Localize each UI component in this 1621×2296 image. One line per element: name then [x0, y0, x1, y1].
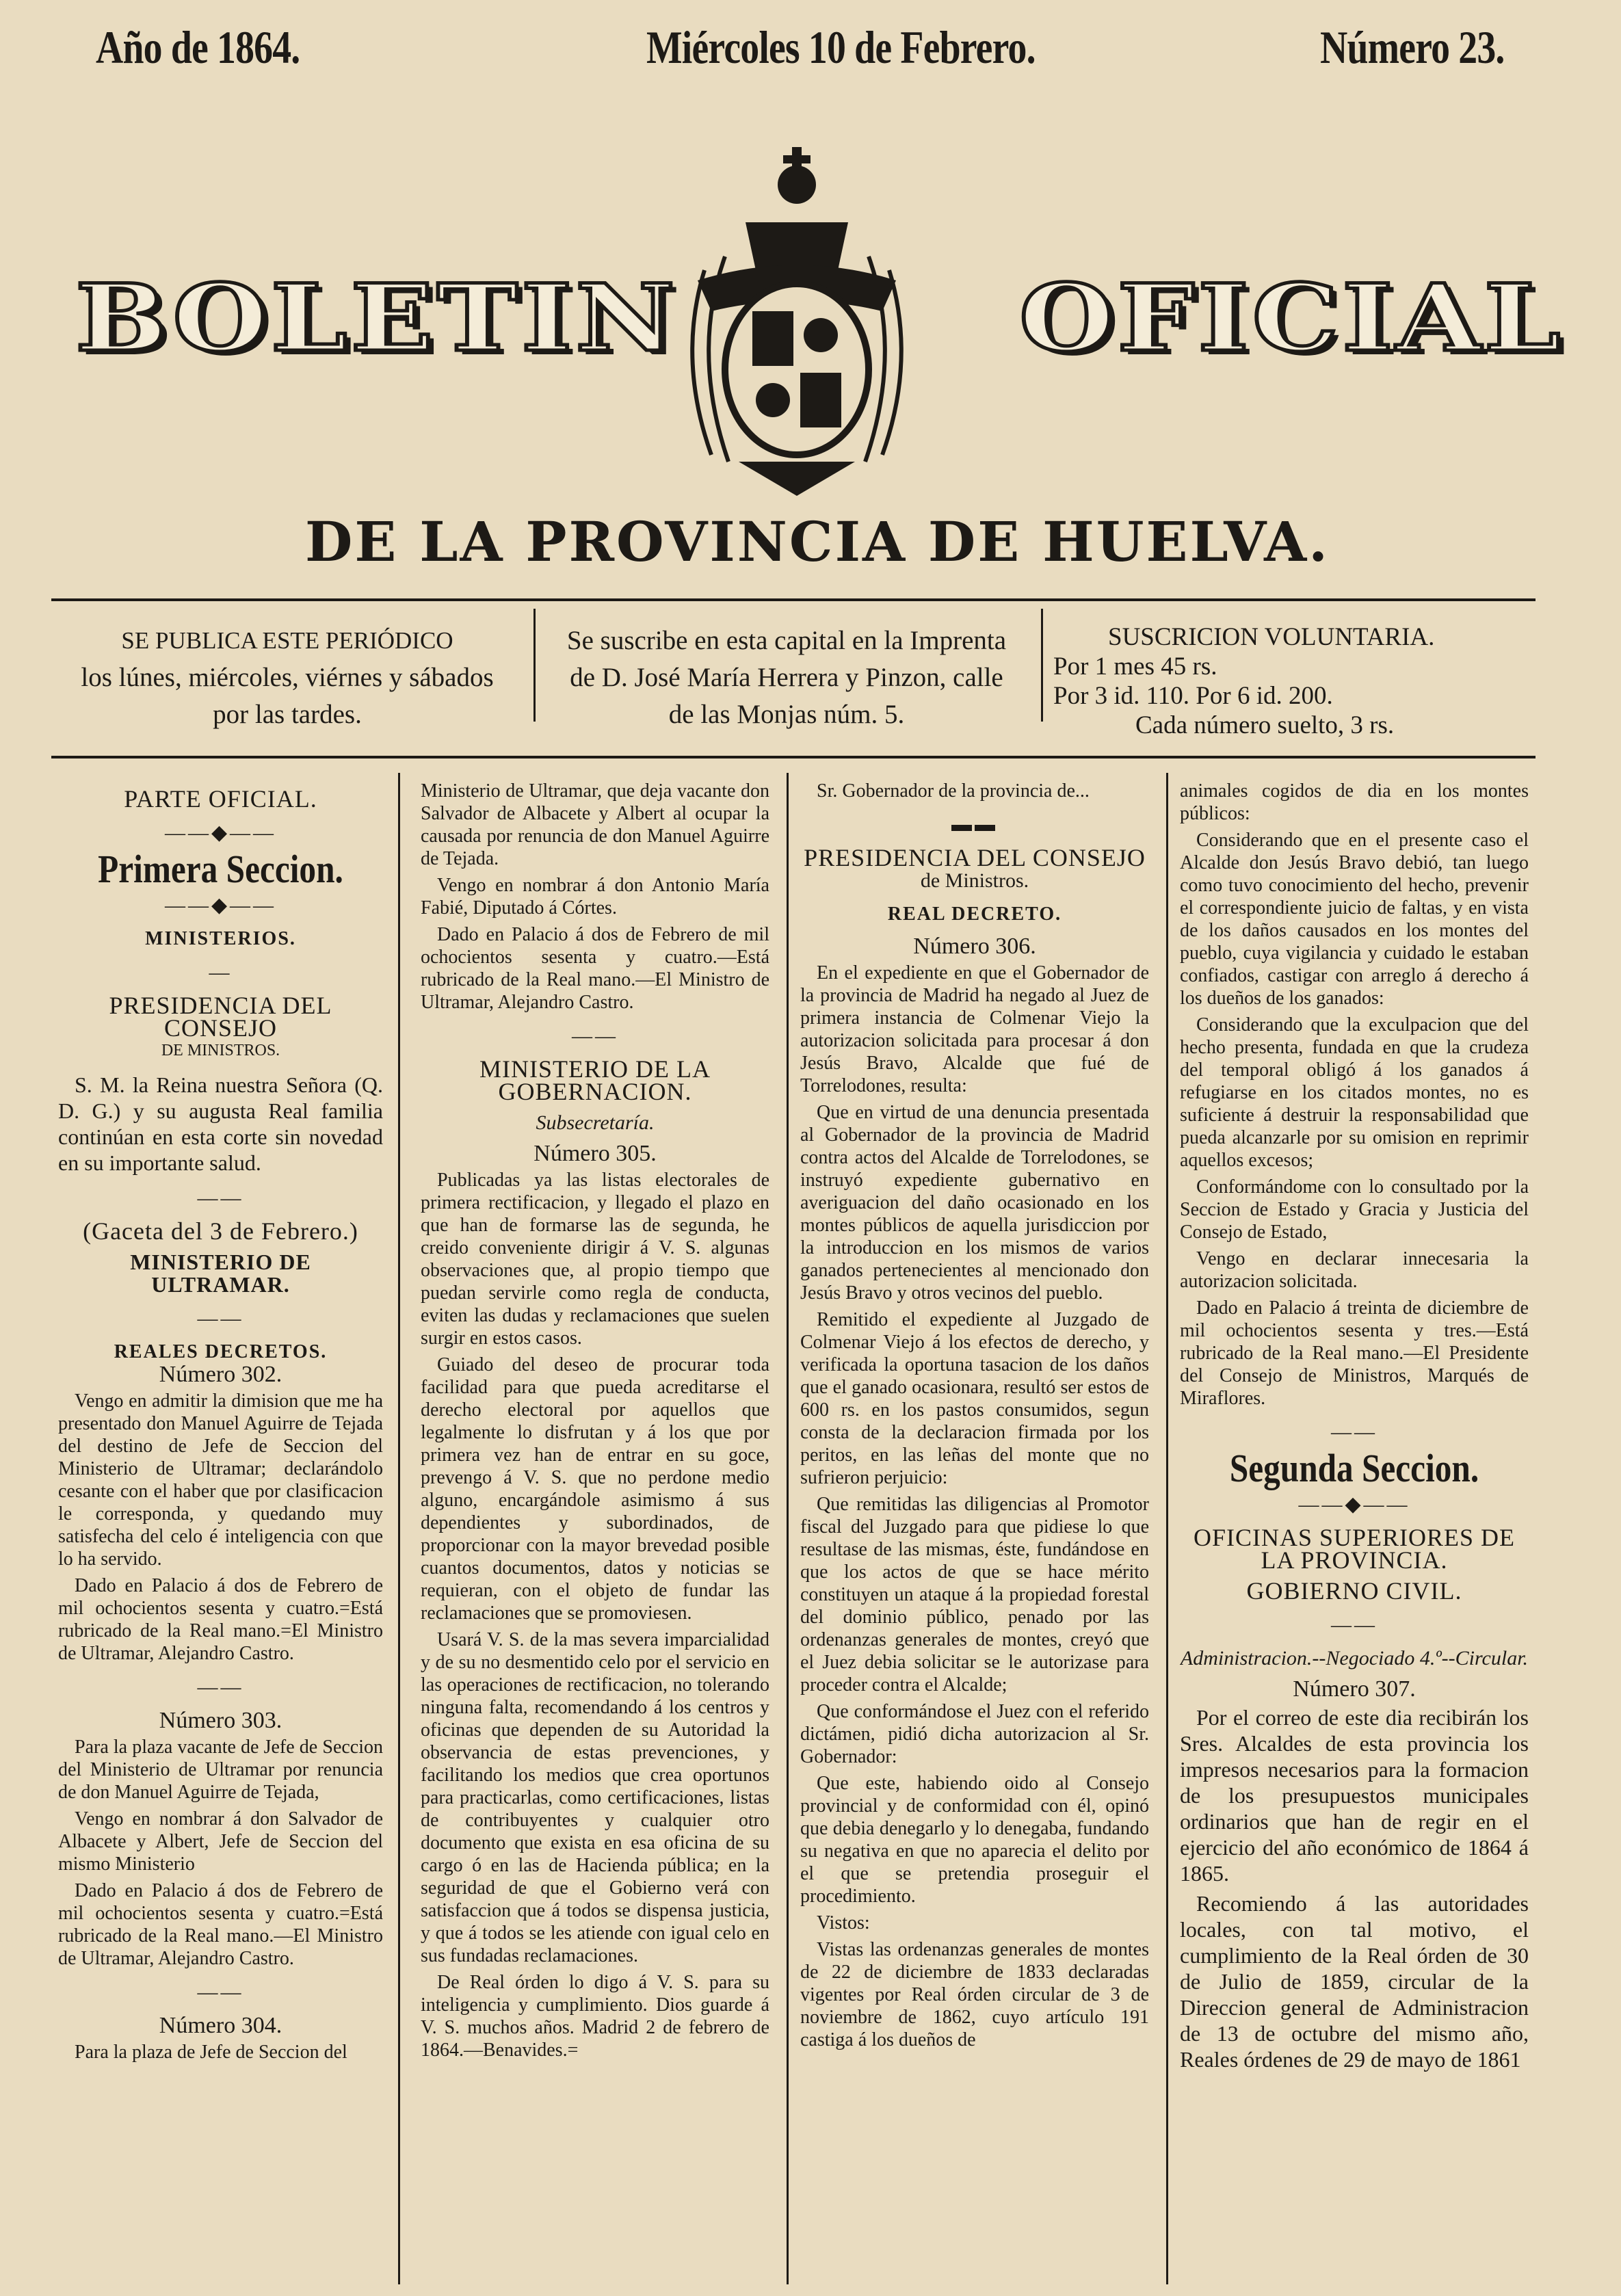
paragraph: Para la plaza de Jefe de Seccion del: [75, 2042, 347, 2063]
heading: PRESIDENCIA DEL CONSEJO: [109, 992, 332, 1042]
info-right-line: Cada número suelto, 3 rs.: [1135, 711, 1395, 739]
heading: PRESIDENCIA DEL CONSEJO: [804, 844, 1146, 871]
subscription-prices: [1053, 622, 1525, 740]
sub-heading: Administracion.--Negociado 4.º--Circular.: [1180, 1647, 1529, 1670]
ornament: ——: [197, 1187, 244, 1209]
paragraph: Vengo en admitir la dimision que me ha presentado don Manuel Aguirre de Tejada del destino de Jefe de Seccion del Ministerio de Ultramar; declarándolo cesante con el haber que por clasificacion le corresponda, y quedando muy satisfecha del celo é inteligencia con que lo ha servido.: [58, 1390, 383, 1570]
paragraph: De Real órden lo digo á V. S. para su inteligencia y cumplimiento. Dios guarde á V. S. muchos años. Madrid 2 de febrero de 1864.—Benavides.=: [421, 1972, 769, 2061]
heading-sub: DE MINISTROS.: [161, 1042, 280, 1059]
paragraph: Ministerio de Ultramar, que deja vacante don Salvador de Albacete y Albert al ocupar la causada por renuncia de don Manuel Aguirre de Tejada.: [421, 780, 769, 869]
column-4: [1180, 780, 1529, 2284]
column-3: [800, 780, 1149, 2284]
subscription-place: [540, 622, 1033, 733]
paragraph: Considerando que la exculpacion que del hecho presenta, fundada en que la crudeza del temporal obligó á los ganados á refugiarse en los citados montes, no es suficiente á destruir la responsabilidad que pueda alcanzarle por su omision en reprimir aquellos excesos;: [1180, 1014, 1529, 1171]
section-title: Segunda Seccion.: [1229, 1446, 1479, 1490]
ornament: ——: [197, 1676, 244, 1698]
heading: REAL DECRETO.: [887, 903, 1062, 925]
paragraph: Para la plaza vacante de Jefe de Seccion del Ministerio de Ultramar por renuncia de don Manuel Aguirre de Tejada,: [58, 1737, 383, 1803]
ornament: ——◆——: [164, 821, 277, 844]
ornament: ——: [572, 1025, 618, 1047]
paragraph: Recomiendo á las autoridades locales, con tal motivo, el cumplimiento de la Real órden de 30 de Julio de 1859, circular de la Direccion general de Administracion de 13 de octubre del mismo año, Reales órdenes de 29 de mayo de 1861: [1180, 1891, 1529, 2072]
paragraph: Vengo en nombrar á don Antonio María Fabié, Diputado á Córtes.: [421, 875, 769, 919]
paragraph: animales cogidos de dia en los montes públicos:: [1180, 780, 1529, 824]
title-right: OFICIAL: [1019, 263, 1564, 372]
paragraph: Dado en Palacio á dos de Febrero de mil ochocientos sesenta y cuatro.=Está rubricado de la Real mano.=El Ministro de Ultramar, Alejandro Castro.: [58, 1575, 383, 1664]
date-label: Miércoles 10 de Febrero.: [646, 21, 1036, 73]
paragraph: Vengo en declarar innecesaria la autorizacion solicitada.: [1180, 1248, 1529, 1292]
paragraph: Dado en Palacio á dos de Febrero de mil ochocientos sesenta y cuatro.=Está rubricado de la Real mano.—El Ministro de Ultramar, Alejandro Castro.: [58, 1880, 383, 1969]
heading: MINISTERIO DE LA GOBERNACION.: [479, 1055, 711, 1105]
issue-number: Número 23.: [1320, 21, 1505, 73]
column-divider: [787, 773, 789, 2284]
ornament: ——: [197, 1981, 244, 2003]
info-middle-line: de las Monjas núm. 5.: [668, 700, 905, 729]
decree-number: Número 306.: [913, 934, 1036, 959]
column-divider: [1166, 773, 1168, 2284]
ornament: ——◆——: [164, 894, 277, 916]
paragraph: Vengo en nombrar á don Salvador de Albacete y Albert, Jefe de Seccion del mismo Ministerio: [58, 1808, 383, 1875]
paragraph: Guiado del deseo de procurar toda facilidad para que pueda acreditarse el derecho electoral por aquellos que legalmente lo disfrutan y á los que por primera vez han de entrar en su goce, prevengo á V. S. que no perdone medio alguno, encargándole asimismo á sus dependientes y subordinados, de proporcionar con la mayor brevedad posible cuantos documentos, datos y noticias se requieran, con el objeto de fundar las reclamaciones que se promoviesen.: [421, 1354, 769, 1624]
ornament: ▬▬: [951, 813, 998, 836]
ornament: ——: [197, 1307, 244, 1330]
paragraph: Por el correo de este dia recibirán los Sres. Alcaldes de esta provincia los impresos necesarios para la formacion de los presupuestos municipales ordinarios que han de regir en el ejercicio del año económico de 1864 á 1865.: [1180, 1705, 1529, 1886]
ornament: ——◆——: [1298, 1493, 1410, 1516]
info-rule: [51, 756, 1536, 758]
paragraph: Vistos:: [817, 1912, 870, 1934]
heading: MINISTERIOS.: [145, 928, 296, 949]
paragraph: En el expediente en que el Gobernador de la provincia de Madrid ha negado al Juez de primera instancia de Colmenar Viejo la autorizacion solicitada para procesar á don Jesús Bravo, Alcalde que fué de Torrelodones, resulta:: [800, 962, 1149, 1096]
heading: REALES DECRETOS.: [114, 1341, 328, 1362]
column-2: [421, 780, 769, 2284]
paragraph: Vistas las ordenanzas generales de montes de 22 de diciembre de 1833 declaradas vigentes por Real órden circular de 3 de noviembre de 1862, cuyo artículo 191 castiga á los dueños de: [800, 1939, 1149, 2050]
ornament: ——: [1331, 1613, 1378, 1636]
info-divider: [533, 609, 536, 722]
ornament: ——: [1331, 1421, 1378, 1443]
ornament: —: [209, 961, 233, 984]
header-rule: [51, 598, 1536, 601]
sub-heading: Subsecretaría.: [536, 1111, 655, 1134]
paragraph: Que en virtud de una denuncia presentada al Gobernador de la provincia de Madrid contra actos del Alcalde de Torrelodones, se instruyó expediente gubernativo en averiguacion del daño ocasionado en los montes públicos de aquella jurisdiccion por la introduccion en los mismos de varios ganados pertenecientes al mencionado don Jesús Bravo y otros vecinos del pueblo.: [800, 1102, 1149, 1304]
info-right-line: SUSCRICION VOLUNTARIA.: [1108, 623, 1435, 651]
paragraph: Que este, habiendo oido al Consejo provincial y de conformidad con él, opinó que debia denegarlo y lo denegaba, fundando su negativa en que no aparecia el delito por el que se pretendia proseguir el procedimiento.: [800, 1773, 1149, 1907]
column-divider: [398, 773, 400, 2284]
title-left: BOLETIN: [75, 263, 678, 372]
info-right-line: Por 3 id. 110. Por 6 id. 200.: [1053, 682, 1333, 710]
heading: GOBIERNO CIVIL.: [1246, 1577, 1462, 1605]
info-left-line: SE PUBLICA ESTE PERIÓDICO: [121, 627, 453, 654]
gaceta-note: (Gaceta del 3 de Febrero.): [83, 1217, 358, 1245]
info-left-line: por las tardes.: [213, 700, 362, 729]
info-middle-line: de D. José María Herrera y Pinzon, calle: [570, 663, 1003, 692]
year-label: Año de 1864.: [96, 21, 300, 73]
heading: OFICINAS SUPERIORES DE LA PROVINCIA.: [1193, 1524, 1516, 1574]
subtitle: DE LA PROVINCIA DE HUELVA.: [305, 510, 1330, 574]
info-middle-line: Se suscribe en esta capital en la Imprenta: [566, 626, 1007, 655]
decree-number: Número 302.: [159, 1362, 282, 1387]
info-left-line: los lúnes, miércoles, viérnes y sábados: [81, 663, 494, 692]
paragraph: S. M. la Reina nuestra Señora (Q. D. G.) y su augusta Real familia continúan en esta corte sin novedad en su importante salud.: [58, 1072, 383, 1175]
royal-crest-icon: [663, 133, 930, 503]
decree-number: Número 305.: [533, 1141, 657, 1166]
paragraph: Conformándome con lo consultado por la Seccion de Estado y Gracia y Justicia del Consejo de Estado,: [1180, 1176, 1529, 1243]
paragraph: Publicadas ya las listas electorales de primera rectificacion, y llegado el plazo en que han de formarse las de segunda, he creido conveniente dirigir á V. S. algunas observaciones que, al propio tiempo que puedan servirle como regla de conducta, eviten las dudas y reclamaciones que suelen surgir en estos casos.: [421, 1170, 769, 1349]
publication-info: [51, 622, 523, 733]
section-title: Primera Seccion.: [98, 847, 343, 891]
paragraph: Considerando que en el presente caso el Alcalde don Jesús Bravo debió, tan luego como tuvo conocimiento del hecho, prevenir el correspondiente juicio de faltas, y en vista de los daños causados en los montes del pueblo, cuya vigilancia y cuidado le estaban confiados, castigar con arreglo á derecho á los dueños de los ganados:: [1180, 830, 1529, 1009]
paragraph: Usará V. S. de la mas severa imparcialidad y de su no desmentido celo por el servicio en las operaciones de rectificacion, no tolerando ninguna falta, recomendando á los centros y oficinas que dependen de su Autoridad la observancia de estas prevenciones, y facilitando los medios que crea oportunos para practicarlas, como certificaciones, listas de contribuyentes y cualquier otro documento que exista en esa oficina de su cargo ó en las de Hacienda pública; en la seguridad de que el Gobierno verá con satisfaccion que á todos se dispensa justicia, y que á todos se les atiende con igual celo en sus fundadas reclamaciones.: [421, 1629, 769, 1966]
decree-number: Número 303.: [159, 1708, 282, 1733]
info-divider: [1041, 609, 1043, 722]
heading: MINISTERIO DE ULTRAMAR.: [130, 1250, 311, 1297]
paragraph: Sr. Gobernador de la provincia de...: [817, 780, 1090, 802]
paragraph: Remitido el expediente al Juzgado de Colmenar Viejo á los efectos de derecho, y verificada la oportuna tasacion de los daños que el ganado ocasionara, resultó ser estos de 600 rs. en los pastos consumidos, segun consta de la declaracion firmada por los peritos, en las leñas del monte que no sufrieron perjuicio:: [800, 1309, 1149, 1488]
heading-sub: de Ministros.: [920, 869, 1029, 892]
info-right-line: Por 1 mes 45 rs.: [1053, 652, 1217, 681]
paragraph: Dado en Palacio á dos de Febrero de mil ochocientos sesenta y cuatro.—Está rubricado de la Real mano.—El Ministro de Ultramar, Alejandro Castro.: [421, 924, 769, 1013]
decree-number: Número 307.: [1293, 1676, 1416, 1702]
paragraph: Dado en Palacio á treinta de diciembre de mil ochocientos sesenta y tres.—Está rubricado de la Real mano.—El Presidente del Consejo de Ministros, Marqués de Miraflores.: [1180, 1297, 1529, 1409]
section-heading: PARTE OFICIAL.: [124, 785, 317, 813]
paragraph: Que remitidas las diligencias al Promotor fiscal del Juzgado para que pidiese lo que resultase de las mismas, éste, fundándose en que los actos de que se hace mérito constituyen un ataque á la propiedad forestal del dominio público, penado por las ordenanzas generales de montes, creyó que el Juez debia solicitar se le autorizase para proceder contra el Alcalde;: [800, 1494, 1149, 1695]
paragraph: Que conformándose el Juez con el referido dictámen, pidió dicha autorizacion al Sr. Gobernador:: [800, 1701, 1149, 1767]
decree-number: Número 304.: [159, 2013, 282, 2038]
column-1: [58, 780, 383, 2284]
